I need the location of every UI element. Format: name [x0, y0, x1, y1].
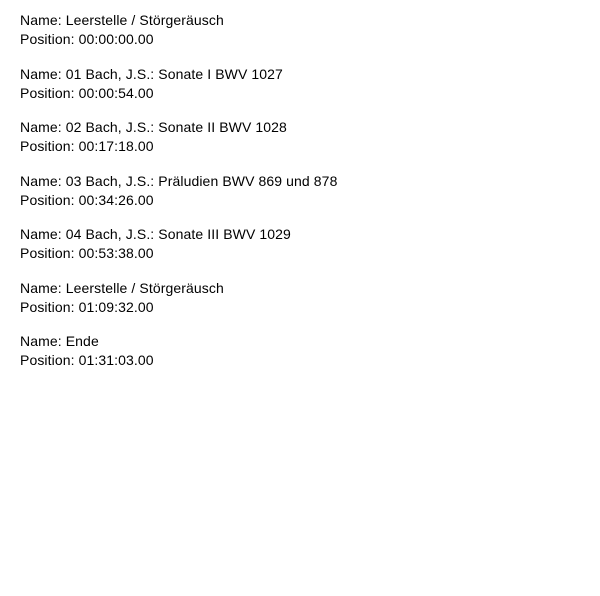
position-label: Position:: [20, 352, 75, 368]
entry-position-line: [20, 244, 582, 263]
name-label: Name:: [20, 65, 62, 82]
position-label: Position:: [20, 138, 75, 154]
marker-entry: [20, 279, 582, 317]
entry-name-line: [20, 118, 582, 137]
position-label: Position:: [20, 84, 75, 101]
marker-entry: [20, 118, 582, 156]
entry-position-line: [20, 30, 582, 49]
name-label: Name:: [20, 172, 62, 189]
marker-entry: [20, 172, 582, 210]
marker-entry: [20, 225, 582, 263]
entry-name-value: 02 Bach, J.S.: Sonate II BWV 1028: [65, 119, 287, 135]
entry-name-value: 04 Bach, J.S.: Sonate III BWV 1029: [65, 226, 291, 242]
name-label: Name:: [20, 119, 62, 135]
entry-name-value: 03 Bach, J.S.: Präludien BWV 869 und 878: [65, 172, 338, 189]
position-label: Position:: [20, 31, 75, 47]
marker-entry: [20, 332, 582, 370]
entry-name-value: Leerstelle / Störgeräusch: [65, 279, 224, 296]
entry-name-line: [20, 332, 582, 351]
name-label: Name:: [20, 226, 62, 242]
position-label: Position:: [20, 298, 75, 315]
entry-position-value: 00:34:26.00: [78, 191, 154, 208]
name-label: Name:: [20, 12, 62, 28]
entry-name-value: Ende: [65, 333, 99, 349]
position-label: Position:: [20, 245, 75, 261]
entry-position-value: 00:17:18.00: [78, 138, 154, 154]
name-label: Name:: [20, 279, 62, 296]
entry-name-line: [20, 279, 582, 298]
name-label: Name:: [20, 333, 62, 349]
entry-position-line: [20, 191, 582, 210]
entry-name-value: Leerstelle / Störgeräusch: [65, 12, 224, 28]
entry-name-line: [20, 65, 582, 84]
position-label: Position:: [20, 191, 75, 208]
marker-entry: [20, 65, 582, 103]
entry-name-line: [20, 11, 582, 30]
entry-position-value: 00:53:38.00: [78, 245, 154, 261]
entry-position-line: [20, 137, 582, 156]
entry-position-line: [20, 84, 582, 103]
entry-position-line: [20, 351, 582, 370]
entry-position-value: 01:09:32.00: [78, 298, 154, 315]
entry-name-line: [20, 172, 582, 191]
entry-position-value: 00:00:00.00: [78, 31, 154, 47]
entry-name-line: [20, 225, 582, 244]
entry-position-value: 01:31:03.00: [78, 352, 154, 368]
marker-entry: [20, 11, 582, 49]
entry-name-value: 01 Bach, J.S.: Sonate I BWV 1027: [65, 65, 283, 82]
entry-position-line: [20, 298, 582, 317]
entry-position-value: 00:00:54.00: [78, 84, 154, 101]
